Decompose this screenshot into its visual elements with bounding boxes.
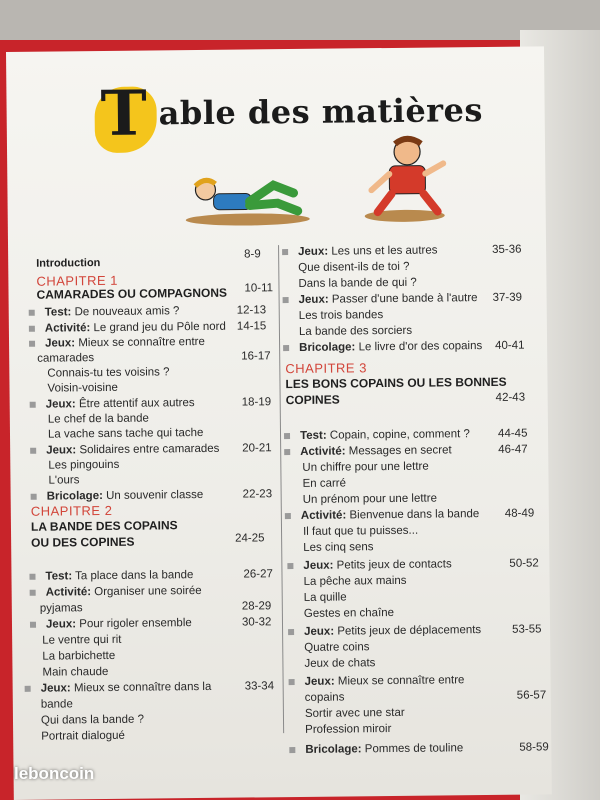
entry-text: Passer d'une bande à l'autre [328, 292, 478, 306]
toc-entry [302, 476, 346, 490]
watermark: leboncoin [14, 764, 95, 783]
toc-entry [305, 741, 463, 757]
entry-text: pyjamas [39, 602, 83, 615]
entry-text: Profession miroir [305, 723, 392, 736]
toc-entry [37, 351, 94, 366]
entry-keyword: Bricolage: [299, 341, 356, 354]
page-number: 50-52 [509, 557, 539, 570]
entry-text: Messages en secret [345, 444, 452, 458]
toc-entry [304, 623, 481, 639]
entry-keyword: Activité: [44, 322, 91, 335]
page-number: 40-41 [495, 339, 525, 352]
page-number: 20-21 [242, 442, 272, 455]
entry-text: Mieux se connaître dans la [70, 680, 212, 695]
page-number: 37-39 [492, 291, 523, 304]
toc-entry [46, 442, 219, 458]
chapter-title: OU DES COPINES [31, 534, 135, 550]
bullet-icon [30, 402, 36, 408]
toc-entry [46, 584, 202, 600]
toc-entry [45, 320, 226, 336]
bullet-icon [282, 249, 288, 255]
page-number: 33-34 [244, 680, 275, 693]
entry-text: Un souvenir classe [102, 488, 204, 503]
toc-entry [41, 713, 144, 728]
bullet-icon [288, 629, 294, 635]
toc-entry [41, 680, 212, 696]
chapter-label: CHAPITRE 2 [30, 502, 113, 519]
bullet-icon [30, 622, 36, 628]
entry-text: Main chaude [42, 665, 109, 679]
entry-text: Il faut que tu puisses... [302, 524, 419, 538]
entry-text: Dans la bande de qui ? [298, 276, 417, 290]
page-number: 28-29 [241, 600, 272, 613]
entry-text: Bienvenue dans la bande [346, 508, 480, 522]
entry-text: Le chef de la bande [47, 412, 149, 426]
entry-text: Les cinq sens [303, 541, 374, 554]
toc-entry [305, 706, 405, 721]
toc-entry [298, 276, 416, 291]
bullet-icon [283, 345, 289, 351]
entry-keyword: Jeux: [298, 293, 329, 306]
toc-entry [48, 473, 79, 487]
bullet-icon [284, 449, 290, 455]
toc-entry [300, 427, 470, 443]
introduction-label: Introduction [36, 257, 101, 270]
toc-entry [299, 324, 412, 339]
page-title: able des matières [158, 91, 484, 133]
entry-text: La vache sans tache qui tache [47, 426, 204, 441]
entry-text: De nouveaux amis ? [71, 305, 180, 319]
bullet-icon [31, 494, 37, 500]
toc-entry [305, 690, 345, 704]
entry-text: Un chiffre pour une lettre [302, 460, 429, 474]
entry-keyword: Jeux: [40, 682, 71, 695]
entry-keyword: Jeux: [46, 444, 77, 457]
toc-entry [42, 633, 121, 648]
bullet-icon [30, 448, 36, 454]
entry-text: copains [304, 691, 345, 704]
entry-keyword: Test: [299, 429, 327, 442]
page-number: 42-43 [495, 391, 526, 404]
toc-entry [42, 649, 115, 664]
entry-keyword: Bricolage: [46, 490, 103, 503]
bullet-icon [29, 341, 35, 347]
toc-entry [46, 396, 195, 412]
toc-entry [46, 616, 192, 632]
page-number: 8-9 [244, 248, 261, 261]
chapter-label: CHAPITRE 3 [285, 360, 367, 377]
entry-text: L'ours [48, 474, 80, 487]
page-number: 10-11 [244, 282, 274, 295]
page-number: 18-19 [241, 396, 272, 409]
entry-text: camarades [37, 352, 95, 365]
bullet-icon [29, 326, 35, 332]
contents-page [6, 46, 552, 800]
entry-text: Les uns et les autres [328, 244, 438, 258]
entry-keyword: Jeux: [44, 337, 76, 350]
toc-entry [48, 458, 119, 473]
toc-entry [304, 590, 347, 604]
bullet-icon [284, 433, 290, 439]
page-number: 16-17 [241, 350, 271, 363]
toc-entry [301, 507, 480, 523]
toc-entry [302, 460, 429, 475]
toc-entry [304, 606, 394, 621]
bullet-icon [29, 310, 35, 316]
entry-text: Portrait dialogué [41, 729, 125, 743]
toc-entry [48, 412, 149, 427]
entry-text: Gestes en chaîne [303, 606, 395, 620]
entry-text: Être attentif aux autres [75, 397, 195, 411]
entry-text: Qui dans la bande ? [40, 713, 145, 727]
toc-entry [45, 335, 205, 351]
entry-text: Petits jeux de déplacements [334, 624, 482, 638]
entry-text: Que disent-ils de toi ? [298, 260, 410, 274]
entry-text: Les trois bandes [298, 309, 384, 322]
toc-entry [300, 443, 452, 459]
bullet-icon [283, 297, 289, 303]
page-number: 12-13 [236, 304, 267, 317]
entry-text: Quatre coins [304, 641, 370, 654]
toc-entry [40, 601, 83, 615]
bullet-icon [285, 513, 291, 519]
entry-keyword: Bricolage: [305, 743, 362, 756]
entry-keyword: Jeux: [45, 618, 77, 631]
page-number: 46-47 [498, 443, 528, 456]
entry-text: Pommes de touline [361, 742, 464, 756]
entry-text: Sortir avec une star [304, 706, 405, 720]
entry-keyword: Jeux: [298, 245, 329, 258]
bullet-icon [287, 563, 293, 569]
entry-keyword: Jeux: [45, 398, 76, 411]
page-number: 35-36 [492, 243, 522, 256]
chapter-title: CAMARADES OU COMPAGNONS [36, 285, 228, 302]
toc-entry [299, 308, 384, 323]
entry-text: Ta place dans la bande [72, 569, 194, 583]
entry-text: Organiser une soirée [90, 584, 202, 599]
toc-entry [41, 697, 73, 711]
toc-entry [304, 640, 369, 655]
chapter-title: COPINES [285, 392, 340, 408]
page-number: 48-49 [504, 507, 535, 520]
entry-keyword: Activité: [300, 445, 346, 458]
toc-entry [305, 673, 465, 689]
toc-entry [299, 291, 478, 307]
toc-entry [47, 381, 117, 396]
entry-keyword: Activité: [45, 586, 92, 599]
entry-text: Jeux de chats [304, 657, 376, 670]
entry-keyword: Jeux: [304, 675, 335, 688]
entry-text: Le grand jeu du Pôle nord [90, 320, 226, 335]
entry-text: Voisin-voisine [47, 381, 118, 395]
page-number: 56-57 [516, 689, 547, 702]
entry-keyword: Jeux: [304, 625, 335, 638]
bullet-icon [25, 686, 31, 692]
toc-entry [47, 365, 169, 380]
entry-keyword: Test: [44, 306, 72, 319]
entry-text: Le livre d'or des copains [355, 340, 483, 354]
chapter-label: CHAPITRE 1 [36, 272, 119, 289]
toc-entry [304, 656, 375, 671]
title-initial: T [100, 76, 148, 151]
toc-entry [303, 492, 437, 507]
entry-text: Solidaires entre camarades [76, 442, 220, 457]
toc-entry [41, 729, 125, 744]
page-number: 14-15 [236, 320, 267, 333]
toc-entry [298, 260, 409, 275]
toc-entry [305, 722, 391, 737]
toc-entry [299, 339, 482, 355]
entry-text: Petits jeux de contacts [333, 558, 452, 572]
toc-entry [303, 557, 451, 573]
entry-text: bande [40, 698, 73, 711]
toc-entry [48, 426, 203, 442]
bullet-icon [289, 679, 295, 685]
entry-text: Connais-tu tes voisins ? [47, 366, 170, 380]
entry-text: La pêche aux mains [303, 574, 407, 588]
page-number: 24-25 [235, 532, 265, 545]
entry-text: La barbichette [42, 649, 116, 663]
entry-text: La quille [303, 591, 347, 604]
entry-keyword: Test: [45, 570, 73, 583]
entry-keyword: Activité: [300, 509, 347, 522]
page-number: 26-27 [243, 568, 273, 581]
entry-keyword: Jeux: [303, 559, 334, 572]
toc-entry [47, 488, 204, 504]
kid-lying-illustration [177, 167, 318, 228]
entry-text: En carré [302, 477, 347, 490]
toc-entry [303, 524, 418, 539]
page-number: 30-32 [241, 616, 272, 629]
kid-kneeling-illustration [359, 133, 450, 224]
entry-text: Mieux se connaître entre [75, 335, 205, 350]
page-number: 44-45 [497, 427, 528, 440]
bullet-icon [289, 747, 295, 753]
page-number: 58-59 [519, 741, 549, 754]
toc-entry [42, 665, 108, 680]
chapter-title: LES BONS COPAINS OU LES BONNES [285, 374, 507, 392]
toc-entry [303, 574, 406, 589]
entry-text: Les pingouins [48, 458, 120, 472]
column-divider [278, 245, 284, 733]
entry-text: Un prénom pour une lettre [302, 492, 438, 506]
toc-entry [45, 304, 180, 319]
toc-entry [298, 243, 437, 258]
entry-text: La bande des sorciers [298, 324, 413, 338]
bullet-icon [29, 574, 35, 580]
entry-text: Pour rigoler ensemble [75, 617, 192, 631]
entry-text: Le ventre qui rit [42, 633, 122, 647]
page-number: 53-55 [512, 623, 542, 636]
chapter-title: LA BANDE DES COPAINS [30, 518, 178, 534]
bullet-icon [30, 590, 36, 596]
toc-entry [303, 540, 373, 555]
entry-text: Mieux se connaître entre [334, 674, 465, 688]
toc-entry [45, 568, 193, 584]
entry-text: Copain, copine, comment ? [326, 428, 470, 442]
page-number: 22-23 [242, 488, 273, 501]
